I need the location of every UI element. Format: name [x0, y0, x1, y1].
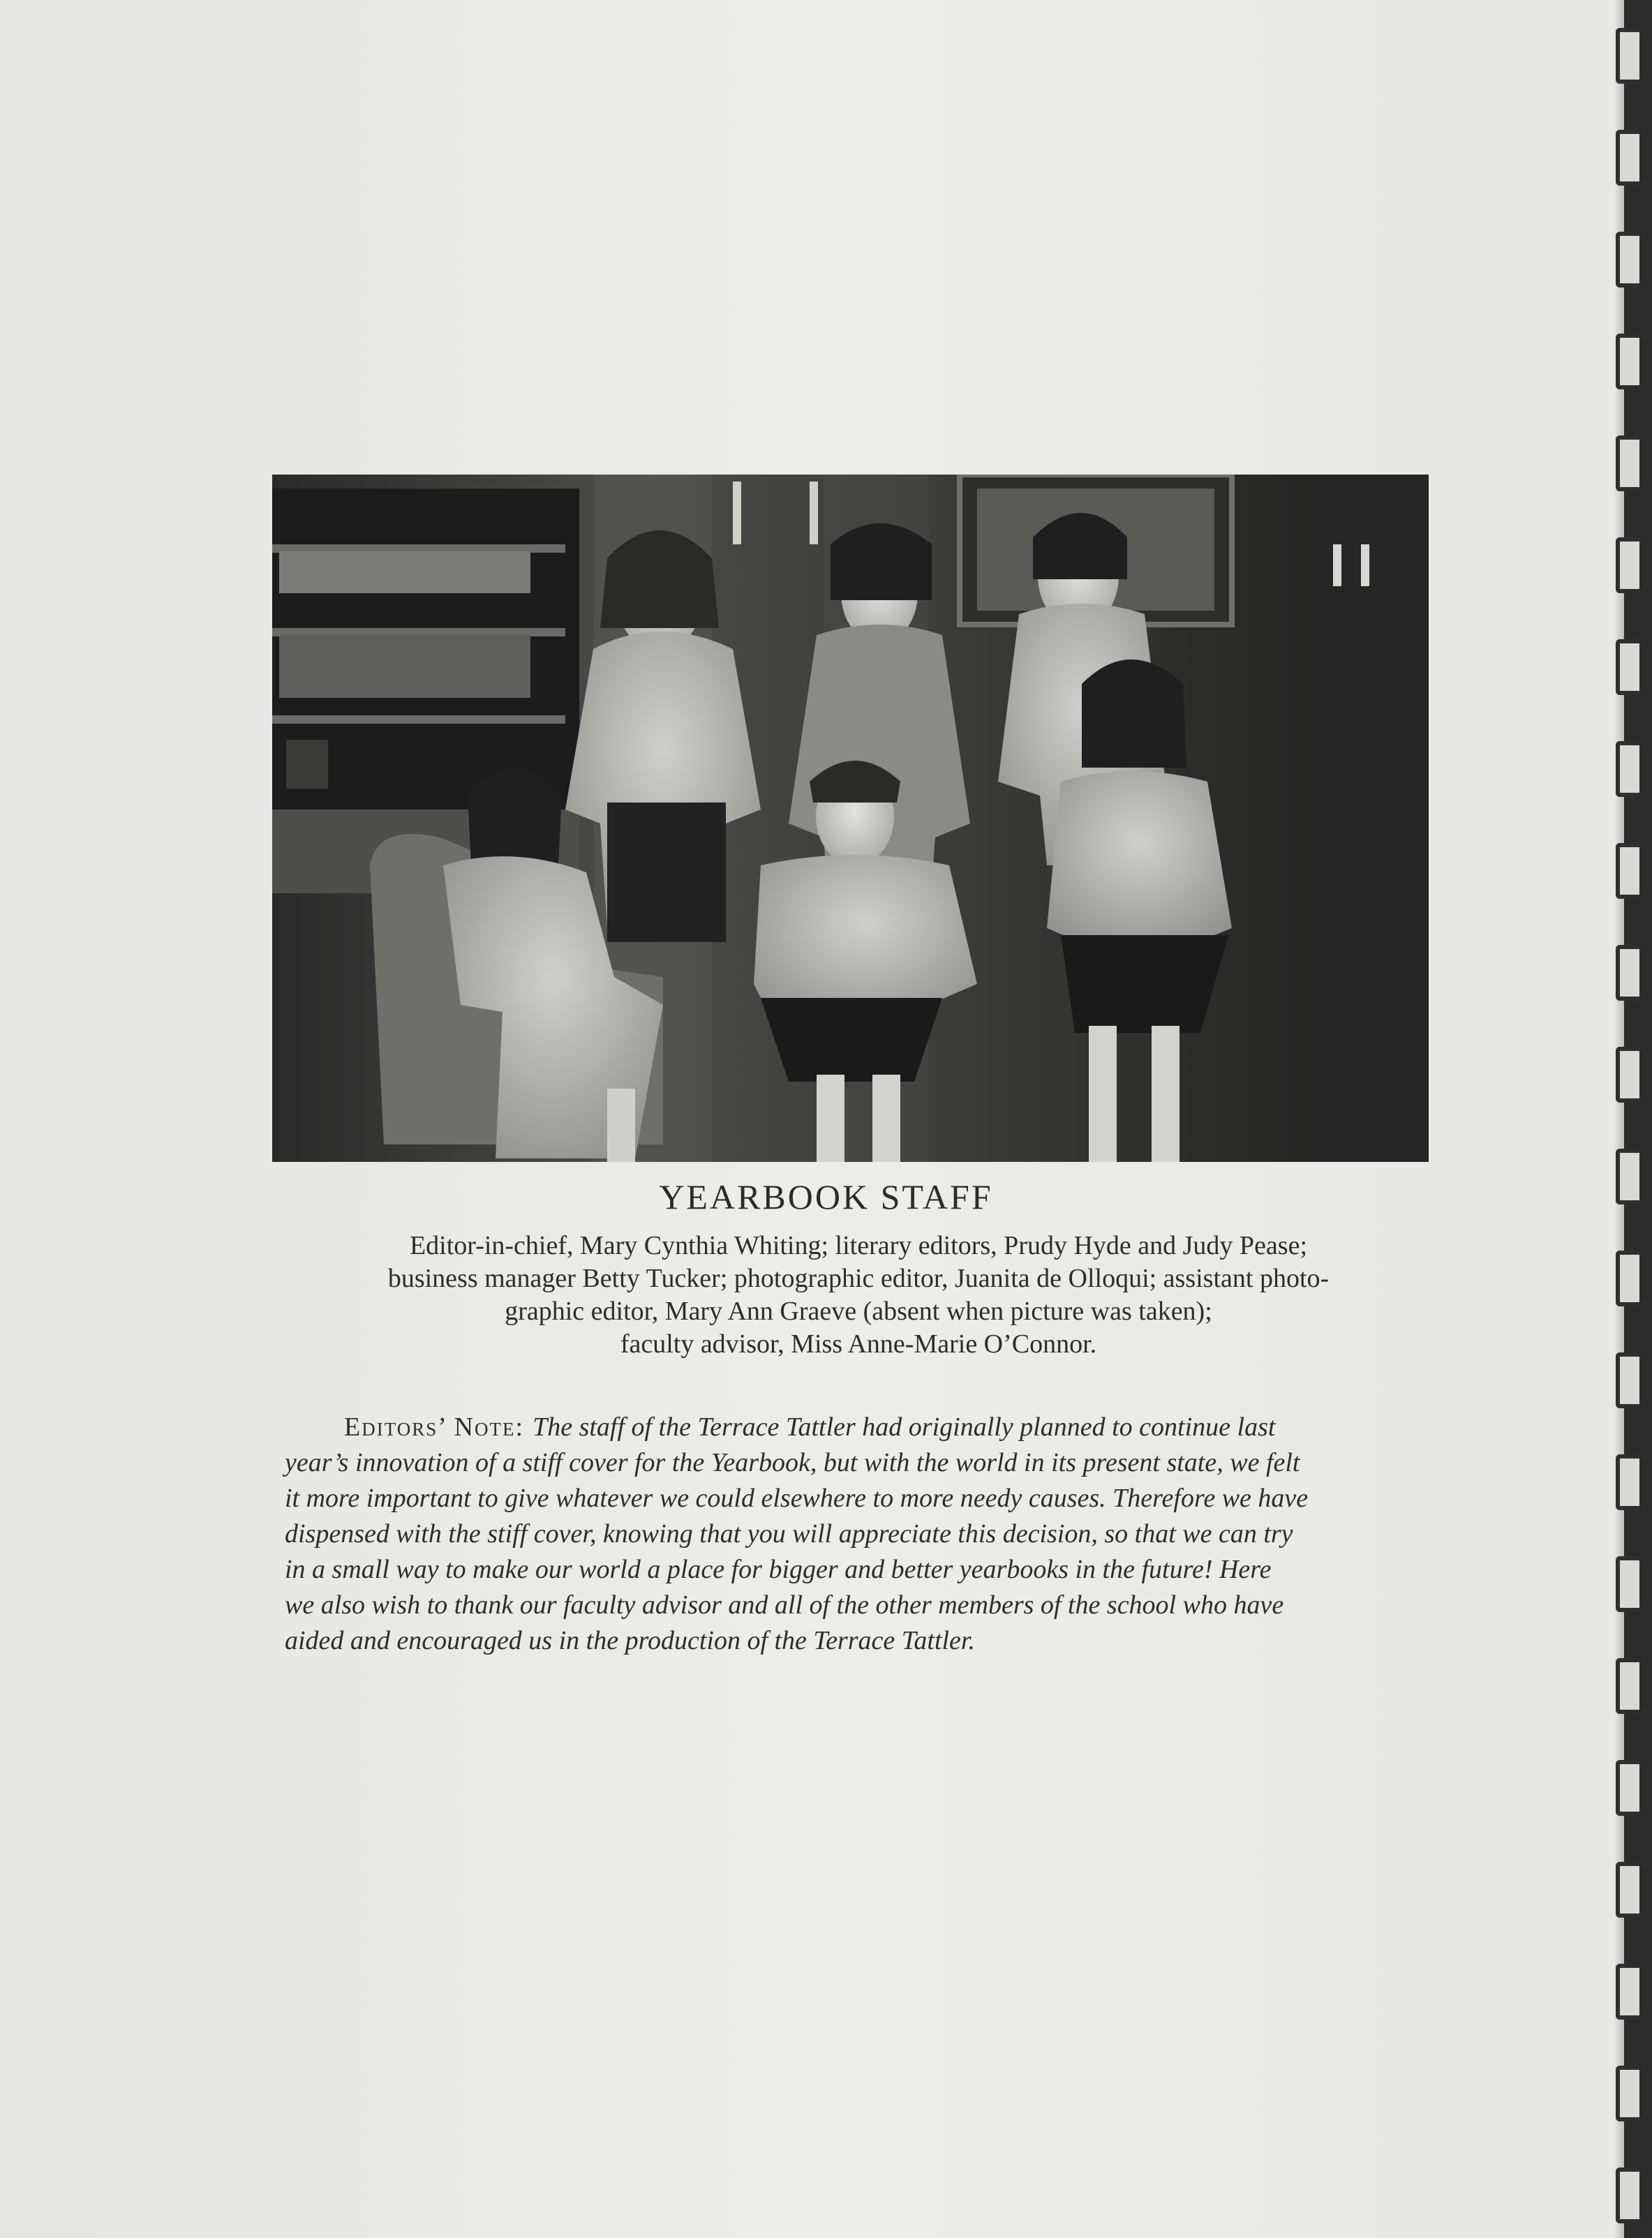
binding-ring [1616, 537, 1639, 593]
staff-photograph [272, 475, 1429, 1162]
binding-ring [1616, 1352, 1639, 1408]
binding-ring [1616, 1964, 1639, 2020]
editors-note-line: in a small way to make our world a place for bigger and better yearbooks in the future! Here [285, 1555, 1272, 1584]
binding-ring [1616, 945, 1639, 1001]
editors-note-line: year’s innovation of a stiff cover for the Yearbook, but with the world in its present state, we felt [285, 1448, 1300, 1477]
binding-ring [1616, 2168, 1639, 2223]
binding-ring [1616, 639, 1639, 695]
binding-ring [1616, 1760, 1639, 1816]
binding-ring [1616, 130, 1639, 186]
caption-line: Editor-in-chief, Mary Cynthia Whiting; literary editors, Prudy Hyde and Judy Pease; [409, 1231, 1308, 1260]
editors-note-line: it more important to give whatever we could elsewhere to more needy causes. Therefore we have [285, 1484, 1309, 1513]
caption-title: YEARBOOK STAFF [659, 1177, 993, 1216]
binding-ring [1616, 1454, 1639, 1510]
editors-note-text: The staff of the Terrace Tattler had originally planned to continue last [533, 1412, 1276, 1442]
binding-ring [1616, 1251, 1639, 1306]
caption-body [279, 1230, 1438, 1361]
binding-ring [1616, 1047, 1639, 1103]
binding-ring [1616, 2066, 1639, 2121]
editors-note-first-line [285, 1410, 1440, 1445]
editors-note-line: we also wish to thank our faculty advisor and all of the other members of the school who have [285, 1590, 1284, 1620]
caption-line: faculty advisor, Miss Anne-Marie O’Connor. [620, 1329, 1097, 1359]
binding-ring [1616, 28, 1639, 84]
binding-ring [1616, 1658, 1639, 1714]
binding-ring [1616, 232, 1639, 288]
binding-ring [1616, 741, 1639, 797]
editors-note-lead: Editors’ Note: [344, 1412, 525, 1442]
binding-ring [1616, 334, 1639, 389]
staff-photograph-image [272, 475, 1429, 1162]
binding-ring [1616, 435, 1639, 491]
editors-note [285, 1410, 1440, 1659]
editors-note-line: dispensed with the stiff cover, knowing that you will appreciate this decision, so that we can try [285, 1519, 1293, 1549]
binding-ring [1616, 1862, 1639, 1918]
editors-note-line: aided and encouraged us in the production of the Terrace Tattler. [285, 1626, 976, 1655]
caption-line: business manager Betty Tucker; photographic editor, Juanita de Olloqui; assistant photo- [387, 1264, 1330, 1293]
binding-ring [1616, 1556, 1639, 1612]
binding-ring [1616, 843, 1639, 899]
caption-line: graphic editor, Mary Ann Graeve (absent when picture was taken); [505, 1297, 1212, 1326]
